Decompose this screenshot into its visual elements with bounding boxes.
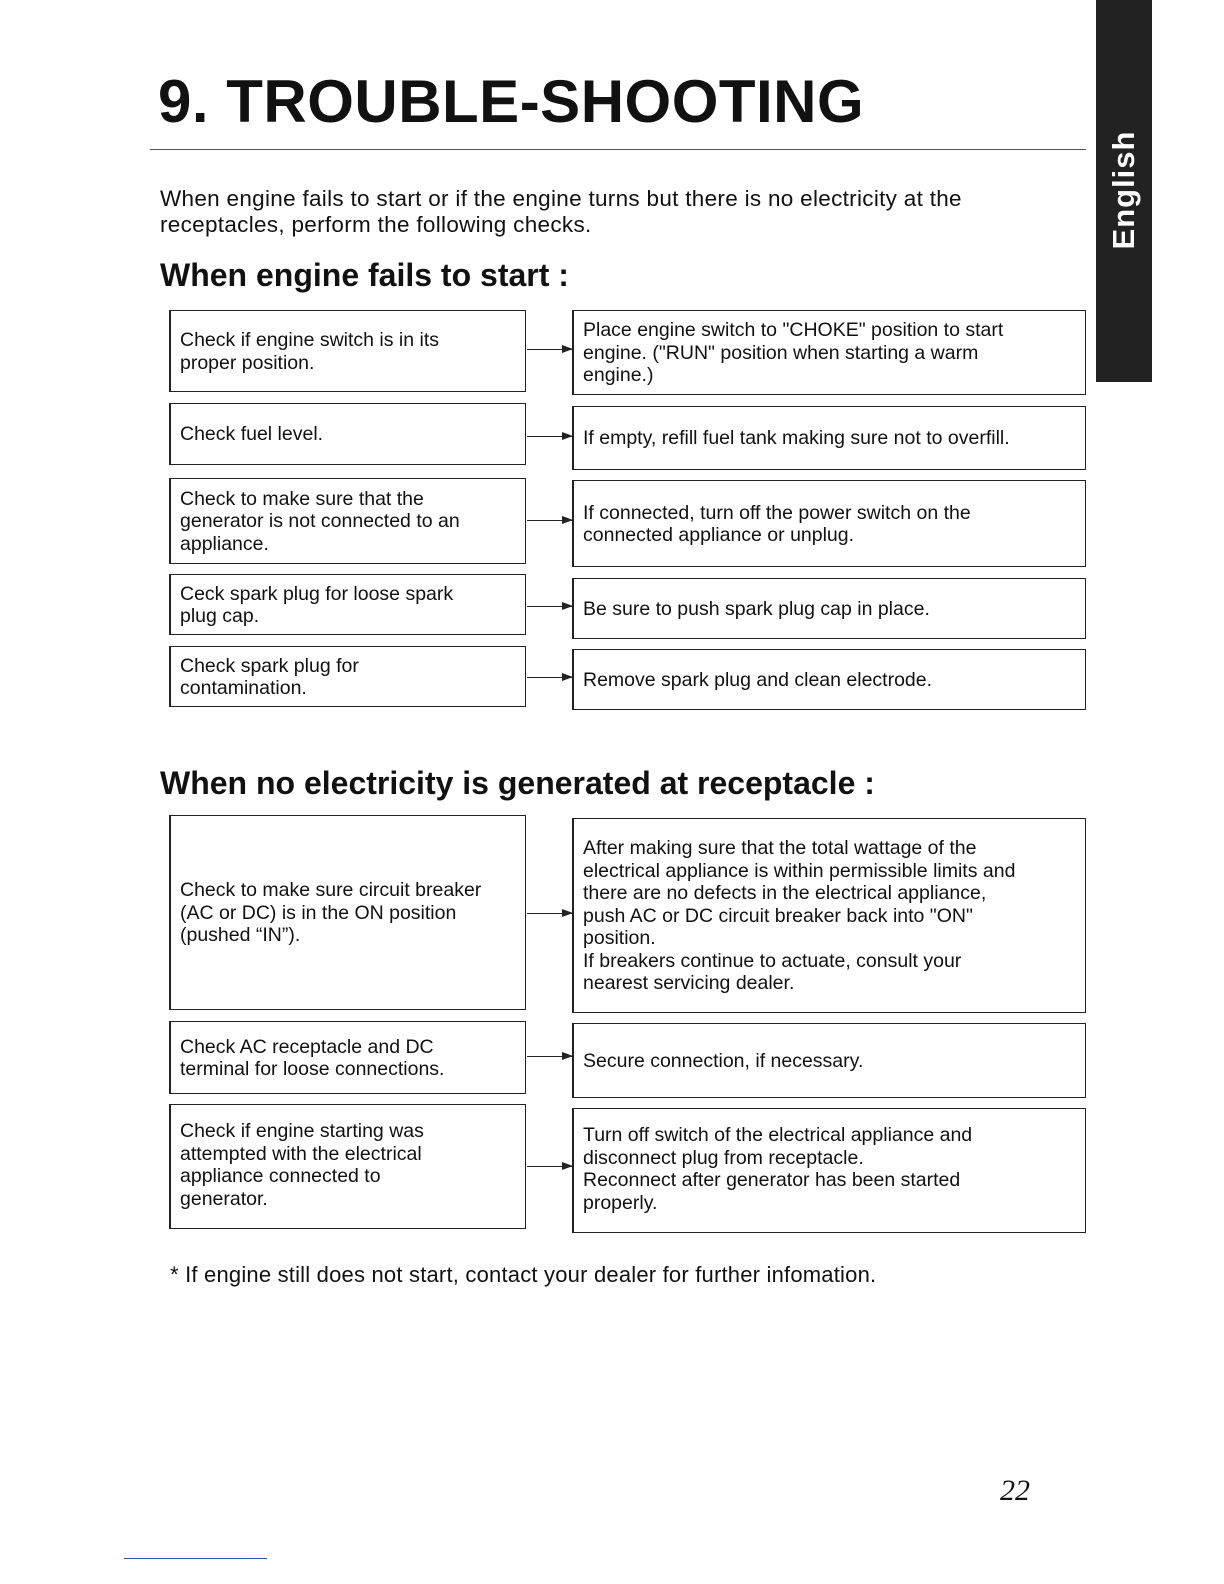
arrow-connector <box>527 436 572 437</box>
section-heading-no-electricity: When no electricity is generated at receptacle : <box>160 765 875 801</box>
remedy-text: electrical appliance is within permissible limits and <box>583 859 1016 882</box>
remedy-text: properly. <box>583 1191 658 1214</box>
check-text: Ceck spark plug for loose spark <box>180 582 454 605</box>
remedy-text: there are no defects in the electrical appliance, <box>583 882 987 905</box>
check-text: Check to make sure that the <box>180 487 424 510</box>
remedy-text: If connected, turn off the power switch on the <box>583 501 971 524</box>
check-box <box>169 1021 526 1094</box>
remedy-text: If breakers continue to actuate, consult your <box>583 949 962 972</box>
arrow-connector <box>527 606 572 607</box>
arrow-connector <box>527 677 572 678</box>
check-text: (pushed “IN”). <box>180 924 301 947</box>
check-text: contamination. <box>180 677 307 699</box>
arrow-connector <box>527 520 572 521</box>
remedy-text: push AC or DC circuit breaker back into "ON" <box>583 904 973 927</box>
remedy-box <box>572 406 1086 470</box>
check-box <box>169 646 526 707</box>
page-number: 22 <box>1000 1474 1030 1507</box>
remedy-box <box>572 818 1086 1013</box>
remedy-text: Be sure to push spark plug cap in place. <box>583 597 930 620</box>
remedy-text: If empty, refill fuel tank making sure not to overfill. <box>583 427 1010 450</box>
check-text: Check if engine starting was <box>180 1120 424 1142</box>
check-text: (AC or DC) is in the ON position <box>180 901 457 924</box>
check-text: generator. <box>180 1187 268 1210</box>
check-text: appliance. <box>180 532 269 555</box>
remedy-box <box>572 649 1086 710</box>
check-text: Check if engine switch is in its <box>180 329 440 351</box>
language-tab-label: English <box>1106 130 1141 250</box>
check-box <box>169 403 526 465</box>
remedy-box <box>572 310 1086 395</box>
remedy-text: After making sure that the total wattage of the <box>583 837 977 860</box>
check-text: generator is not connected to an <box>180 510 460 533</box>
remedy-text: disconnect plug from receptacle. <box>583 1146 864 1169</box>
remedy-text: nearest servicing dealer. <box>583 972 795 995</box>
check-text: proper position. <box>180 351 315 374</box>
bottom-divider <box>124 1558 267 1559</box>
check-text: Check fuel level. <box>180 423 324 446</box>
check-text: appliance connected to <box>180 1165 381 1187</box>
remedy-text: engine. ("RUN" position when starting a warm <box>583 341 979 364</box>
check-text: Check to make sure circuit breaker <box>180 879 482 902</box>
check-box <box>169 310 526 392</box>
remedy-text: Turn off switch of the electrical appliance and <box>583 1124 973 1146</box>
title-divider <box>150 149 1086 150</box>
check-box <box>169 1104 526 1229</box>
remedy-text: Place engine switch to "CHOKE" position to start <box>583 319 1004 342</box>
check-text: attempted with the electrical <box>180 1142 422 1165</box>
check-box <box>169 574 526 635</box>
footnote: * If engine still does not start, contact your dealer for further infomation. <box>170 1262 877 1287</box>
intro-line: receptacles, perform the following checks. <box>160 212 592 237</box>
intro-paragraph <box>160 186 1090 238</box>
arrow-connector <box>527 1056 572 1057</box>
arrow-connector <box>527 349 572 350</box>
remedy-box <box>572 578 1086 639</box>
remedy-text: position. <box>583 927 656 950</box>
remedy-text: Remove spark plug and clean electrode. <box>583 668 933 691</box>
check-text: terminal for loose connections. <box>180 1058 445 1080</box>
remedy-text: engine.) <box>583 364 654 387</box>
remedy-text: Secure connection, if necessary. <box>583 1049 864 1072</box>
remedy-box <box>572 480 1086 567</box>
check-box <box>169 815 526 1010</box>
language-tab <box>1096 0 1152 382</box>
arrow-connector <box>527 913 572 914</box>
remedy-text: Reconnect after generator has been started <box>583 1169 961 1191</box>
remedy-box <box>572 1108 1086 1233</box>
check-text: plug cap. <box>180 605 260 627</box>
check-text: Check spark plug for <box>180 654 359 677</box>
check-text: Check AC receptacle and DC <box>180 1035 434 1058</box>
remedy-text: connected appliance or unplug. <box>583 524 855 546</box>
intro-line: When engine fails to start or if the engine turns but there is no electricity at the <box>160 186 962 211</box>
check-box <box>169 478 526 564</box>
remedy-box <box>572 1023 1086 1098</box>
page-title: 9. TROUBLE-SHOOTING <box>158 68 865 135</box>
section-heading-engine-start: When engine fails to start : <box>160 257 569 293</box>
arrow-connector <box>527 1166 572 1167</box>
